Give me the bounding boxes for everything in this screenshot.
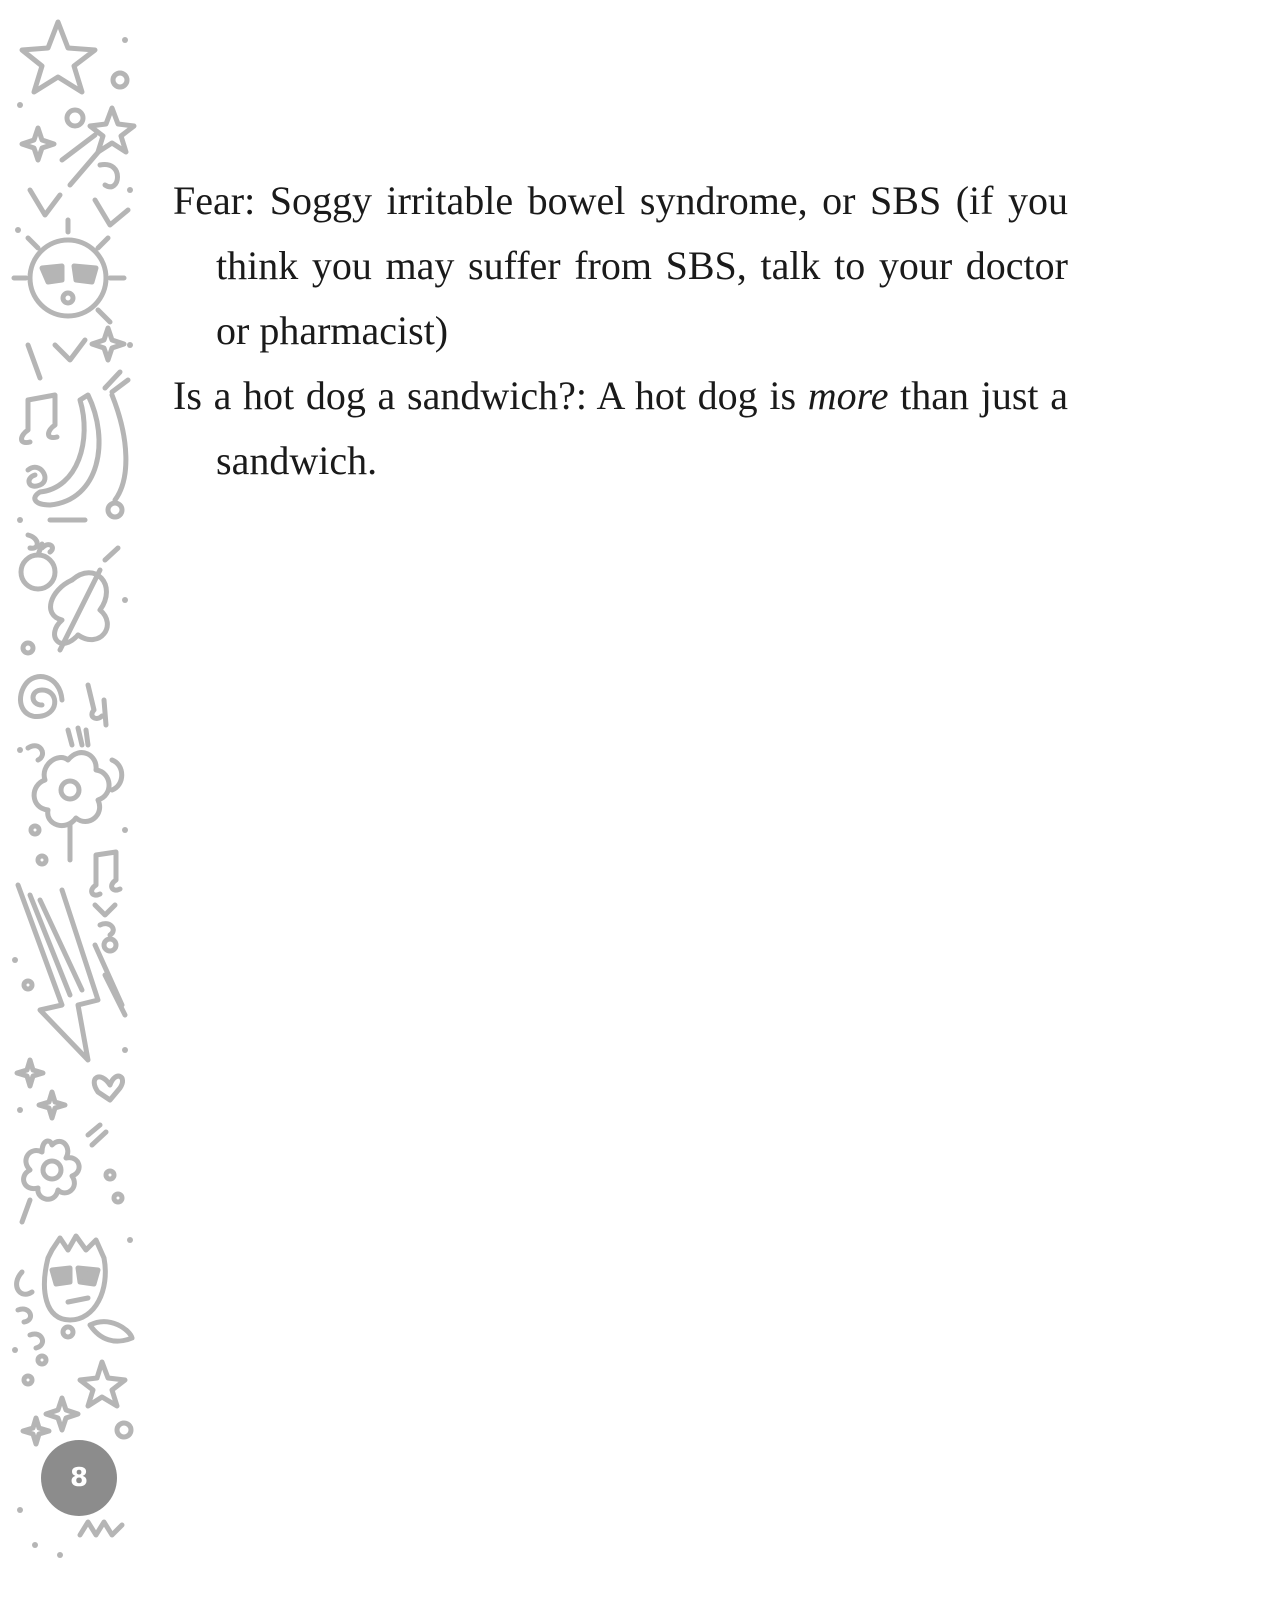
dot-icon	[67, 110, 83, 126]
dot-icon	[31, 826, 39, 834]
entry-text: A hot dog is	[596, 373, 808, 418]
sparkle-icon	[17, 1060, 43, 1086]
star-icon	[80, 1362, 125, 1406]
dot-icon	[117, 1423, 131, 1437]
flower-icon	[34, 753, 122, 860]
dot-icon	[114, 1194, 122, 1202]
entry-fear	[173, 168, 1068, 363]
dot-icon	[63, 1327, 73, 1337]
dot-icon	[104, 939, 116, 951]
entry-label: Fear	[173, 178, 245, 223]
entry-separator: :	[575, 373, 597, 418]
music-note-icon	[88, 685, 106, 725]
entry-separator: :	[244, 178, 270, 223]
dot-icon	[24, 1376, 32, 1384]
cool-face-icon	[44, 1236, 132, 1341]
entry-label: Is a hot dog a sandwich?	[173, 373, 576, 418]
sparkle-icon	[23, 1418, 49, 1444]
sparkle-icon	[92, 328, 124, 360]
sunglasses-sun-icon	[14, 220, 124, 322]
doodle-border	[0, 0, 150, 1600]
dot-icon	[38, 1356, 46, 1364]
entry-list	[173, 168, 1068, 493]
heart-icon	[94, 1076, 122, 1100]
apple-icon	[21, 544, 55, 589]
entry-emphasis: more	[807, 373, 889, 418]
spiral-icon	[20, 677, 62, 717]
daisy-icon	[22, 1141, 79, 1222]
music-note-icon	[92, 852, 120, 895]
page-number-badge: 8	[41, 1440, 117, 1516]
dot-icon	[38, 856, 46, 864]
star-icon	[90, 108, 134, 152]
music-note-icon	[22, 395, 58, 443]
sparkle-icon	[22, 128, 54, 160]
butterfly-icon	[51, 548, 118, 650]
sparkle-icon	[46, 1398, 78, 1430]
entry-text-after: than just a sandwich.	[216, 373, 1068, 483]
dot-icon	[108, 503, 122, 517]
dot-icon	[24, 981, 32, 989]
sparkle-icon	[39, 1092, 65, 1118]
dot-icon	[106, 1171, 114, 1179]
star-icon	[22, 22, 95, 92]
dot-icon	[23, 643, 33, 653]
entry-hot-dog	[173, 363, 1068, 493]
entry-text: Soggy irritable bowel syndrome, or SBS (if you think you may suffer from SBS, talk to your doctor or pharmacist)	[216, 178, 1068, 353]
dot-icon	[113, 73, 127, 87]
